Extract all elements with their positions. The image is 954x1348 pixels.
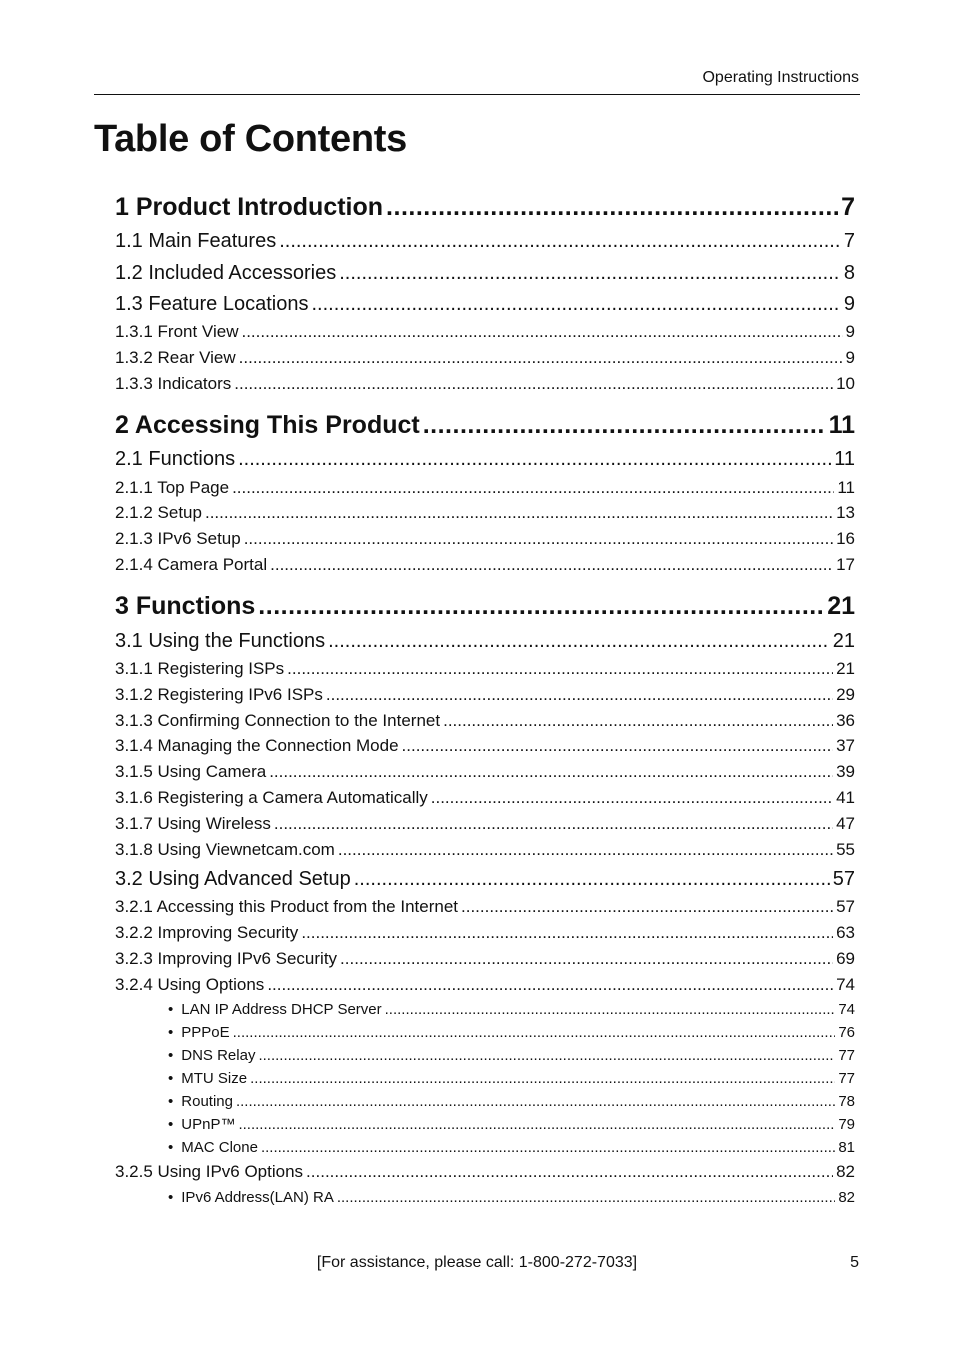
dot-leader bbox=[258, 1047, 835, 1064]
dot-leader bbox=[328, 630, 830, 653]
dot-leader bbox=[238, 1116, 835, 1133]
dot-leader bbox=[261, 1139, 835, 1156]
toc-entry[interactable] bbox=[115, 448, 855, 472]
toc-entry-page: 57 bbox=[832, 868, 855, 890]
toc-entry-page: 7 bbox=[843, 230, 855, 252]
dot-leader bbox=[270, 555, 833, 575]
toc-entry[interactable] bbox=[115, 630, 855, 654]
toc-entry[interactable] bbox=[168, 1093, 855, 1111]
dot-leader bbox=[339, 262, 841, 285]
toc-entry-page: 74 bbox=[838, 1001, 855, 1018]
toc-entry-label: 2.1.3 IPv6 Setup bbox=[115, 529, 241, 548]
dot-leader bbox=[354, 868, 830, 891]
bullet-icon: • bbox=[168, 1093, 174, 1110]
toc-entry-label: UPnP™ bbox=[181, 1116, 236, 1133]
bullet-icon: • bbox=[168, 1189, 174, 1206]
toc-entry-label: 3 Functions bbox=[115, 592, 256, 620]
toc-entry-page: 41 bbox=[836, 788, 855, 807]
toc-entry-label: MTU Size bbox=[181, 1070, 248, 1087]
toc-entry-page: 47 bbox=[836, 814, 855, 833]
bullet-icon: • bbox=[168, 1116, 174, 1133]
dot-leader bbox=[250, 1070, 835, 1087]
toc-entry[interactable] bbox=[115, 868, 855, 892]
toc-entry-page: 74 bbox=[836, 975, 855, 994]
toc-entry-label: 3.2.3 Improving IPv6 Security bbox=[115, 949, 338, 968]
toc-entry-label: 1.3 Feature Locations bbox=[115, 293, 309, 315]
toc-entry[interactable] bbox=[115, 293, 855, 317]
toc-entry[interactable] bbox=[115, 897, 855, 917]
toc-entry[interactable] bbox=[115, 411, 855, 441]
toc-entry[interactable] bbox=[115, 659, 855, 679]
dot-leader bbox=[431, 788, 833, 808]
toc-entry-page: 76 bbox=[838, 1024, 855, 1041]
toc-entry-page: 77 bbox=[838, 1070, 855, 1087]
toc-entry[interactable] bbox=[115, 788, 855, 808]
toc-entry-page: 9 bbox=[843, 293, 855, 315]
toc-entry[interactable] bbox=[115, 762, 855, 782]
toc-entry-page: 82 bbox=[838, 1189, 855, 1206]
toc-entry[interactable] bbox=[168, 1189, 855, 1207]
toc-entry-page: 21 bbox=[836, 659, 855, 678]
toc-entry-label: 1.3.1 Front View bbox=[115, 322, 239, 341]
toc-entry[interactable] bbox=[115, 1162, 855, 1182]
toc-entry-label: PPPoE bbox=[181, 1024, 230, 1041]
toc-entry-page: 39 bbox=[836, 762, 855, 781]
toc-entry-label: 1.3.2 Rear View bbox=[115, 348, 236, 367]
toc-entry-page: 11 bbox=[834, 448, 855, 470]
toc-entry[interactable] bbox=[115, 478, 855, 498]
toc-entry[interactable] bbox=[115, 348, 855, 368]
toc-entry-page: 16 bbox=[836, 529, 855, 548]
toc-entry-label: 1.3.3 Indicators bbox=[115, 374, 232, 393]
toc-entry-label: 2.1.4 Camera Portal bbox=[115, 555, 268, 574]
dot-leader bbox=[267, 975, 833, 995]
toc-entry[interactable] bbox=[115, 230, 855, 254]
dot-leader bbox=[337, 1189, 835, 1206]
toc-entry-label: DNS Relay bbox=[181, 1047, 256, 1064]
toc-entry-label: 3.1.1 Registering ISPs bbox=[115, 659, 285, 678]
toc-entry-label: 2.1 Functions bbox=[115, 448, 236, 470]
dot-leader bbox=[340, 949, 833, 969]
bullet-icon: • bbox=[168, 1024, 174, 1041]
toc-entry-label: 3.2.1 Accessing this Product from the Internet bbox=[115, 897, 459, 916]
toc-entry[interactable] bbox=[115, 262, 855, 286]
toc-entry[interactable] bbox=[115, 555, 855, 575]
dot-leader bbox=[301, 923, 833, 943]
toc-entry[interactable] bbox=[168, 1070, 855, 1088]
toc-entry-page: 13 bbox=[836, 503, 855, 522]
bullet-icon: • bbox=[168, 1139, 174, 1156]
toc-entry[interactable] bbox=[115, 503, 855, 523]
toc-entry-page: 78 bbox=[838, 1093, 855, 1110]
dot-leader bbox=[443, 711, 833, 731]
header-text: Operating Instructions bbox=[702, 69, 859, 86]
toc-entry-page: 81 bbox=[838, 1139, 855, 1156]
dot-leader bbox=[326, 685, 833, 705]
toc-entry[interactable] bbox=[115, 814, 855, 834]
dot-leader bbox=[232, 478, 834, 498]
toc-entry-label: 2.1.2 Setup bbox=[115, 503, 202, 522]
toc-entry[interactable] bbox=[115, 592, 855, 622]
toc-entry-page: 29 bbox=[836, 685, 855, 704]
toc-entry[interactable] bbox=[168, 1024, 855, 1042]
toc-entry[interactable] bbox=[115, 529, 855, 549]
dot-leader bbox=[461, 897, 833, 917]
toc-entry-label: 3.1.8 Using Viewnetcam.com bbox=[115, 840, 335, 859]
toc-entry-label: 1.1 Main Features bbox=[115, 230, 277, 252]
page-title: Table of Contents bbox=[94, 118, 407, 160]
dot-leader bbox=[238, 448, 831, 471]
toc-entry[interactable] bbox=[168, 1116, 855, 1134]
bullet-icon: • bbox=[168, 1047, 174, 1064]
toc-entry-page: 9 bbox=[845, 322, 855, 341]
dot-leader bbox=[234, 374, 833, 394]
toc-entry-label: 3.2.5 Using IPv6 Options bbox=[115, 1162, 304, 1181]
toc-entry[interactable] bbox=[115, 949, 855, 969]
toc-entry-page: 21 bbox=[827, 592, 855, 620]
toc-entry-page: 11 bbox=[828, 411, 855, 439]
assistance-text: [For assistance, please call: 1-800-272-7033] bbox=[316, 1254, 638, 1271]
dot-leader bbox=[244, 529, 833, 549]
toc-entry-page: 82 bbox=[836, 1162, 855, 1181]
toc-entry-label: 1 Product Introduction bbox=[115, 193, 384, 221]
dot-leader bbox=[423, 411, 826, 440]
toc-entry-page: 11 bbox=[837, 478, 855, 497]
toc-entry[interactable] bbox=[115, 711, 855, 731]
dot-leader bbox=[239, 348, 843, 368]
toc-entry-page: 21 bbox=[832, 630, 855, 652]
dot-leader bbox=[233, 1024, 836, 1041]
dot-leader bbox=[279, 230, 841, 253]
dot-leader bbox=[386, 193, 838, 222]
toc-entry-label: 3.1.3 Confirming Connection to the Internet bbox=[115, 711, 441, 730]
toc-entry-page: 10 bbox=[836, 374, 855, 393]
toc-entry[interactable] bbox=[168, 1001, 855, 1019]
toc-entry-label: 3.1.6 Registering a Camera Automatically bbox=[115, 788, 428, 807]
toc-entry-page: 57 bbox=[836, 897, 855, 916]
toc-entry-label: 3.1.4 Managing the Connection Mode bbox=[115, 736, 399, 755]
toc-entry[interactable] bbox=[168, 1139, 855, 1157]
toc-entry-page: 9 bbox=[845, 348, 855, 367]
bullet-icon: • bbox=[168, 1070, 174, 1087]
toc-entry[interactable] bbox=[115, 840, 855, 860]
bullet-icon: • bbox=[168, 1001, 174, 1018]
toc-entry-page: 7 bbox=[841, 193, 855, 221]
toc-entry-page: 63 bbox=[836, 923, 855, 942]
toc-entry[interactable] bbox=[168, 1047, 855, 1065]
toc-entry-label: MAC Clone bbox=[181, 1139, 258, 1156]
dot-leader bbox=[338, 840, 833, 860]
toc-entry-page: 69 bbox=[836, 949, 855, 968]
toc-entry-label: 3.1.2 Registering IPv6 ISPs bbox=[115, 685, 323, 704]
dot-leader bbox=[258, 592, 824, 621]
toc-entry-page: 17 bbox=[836, 555, 855, 574]
toc-entry-page: 37 bbox=[836, 736, 855, 755]
dot-leader bbox=[274, 814, 833, 834]
dot-leader bbox=[241, 322, 842, 342]
header-divider bbox=[94, 94, 860, 95]
toc-entry[interactable] bbox=[115, 193, 855, 223]
dot-leader bbox=[205, 503, 833, 523]
toc-entry[interactable] bbox=[115, 322, 855, 342]
toc-entry-page: 55 bbox=[836, 840, 855, 859]
page-number: 5 bbox=[850, 1254, 859, 1271]
toc-entry-label: 2.1.1 Top Page bbox=[115, 478, 230, 497]
toc-entry-label: 3.2 Using Advanced Setup bbox=[115, 868, 351, 890]
toc-entry[interactable] bbox=[115, 736, 855, 756]
toc-entry-label: Routing bbox=[181, 1093, 233, 1110]
toc-entry-page: 79 bbox=[838, 1116, 855, 1133]
dot-leader bbox=[287, 659, 833, 679]
dot-leader bbox=[306, 1162, 833, 1182]
toc-entry-label: LAN IP Address DHCP Server bbox=[181, 1001, 382, 1018]
toc-entry-page: 8 bbox=[843, 262, 855, 284]
toc-entry-label: 3.2.4 Using Options bbox=[115, 975, 265, 994]
toc-entry-label: IPv6 Address(LAN) RA bbox=[181, 1189, 334, 1206]
dot-leader bbox=[385, 1001, 836, 1018]
toc-entry-label: 2 Accessing This Product bbox=[115, 411, 420, 439]
toc-entry-label: 3.1.5 Using Camera bbox=[115, 762, 267, 781]
toc-entry-label: 3.1.7 Using Wireless bbox=[115, 814, 271, 833]
dot-leader bbox=[236, 1093, 835, 1110]
toc-entry[interactable] bbox=[115, 685, 855, 705]
toc-entry[interactable] bbox=[115, 923, 855, 943]
toc-entry-page: 36 bbox=[836, 711, 855, 730]
toc-entry-label: 1.2 Included Accessories bbox=[115, 262, 337, 284]
toc-entry[interactable] bbox=[115, 374, 855, 394]
toc-entry-label: 3.1 Using the Functions bbox=[115, 630, 326, 652]
toc-entry[interactable] bbox=[115, 975, 855, 995]
dot-leader bbox=[269, 762, 833, 782]
dot-leader bbox=[402, 736, 834, 756]
toc-entry-label: 3.2.2 Improving Security bbox=[115, 923, 299, 942]
dot-leader bbox=[311, 293, 840, 316]
toc-entry-page: 77 bbox=[838, 1047, 855, 1064]
